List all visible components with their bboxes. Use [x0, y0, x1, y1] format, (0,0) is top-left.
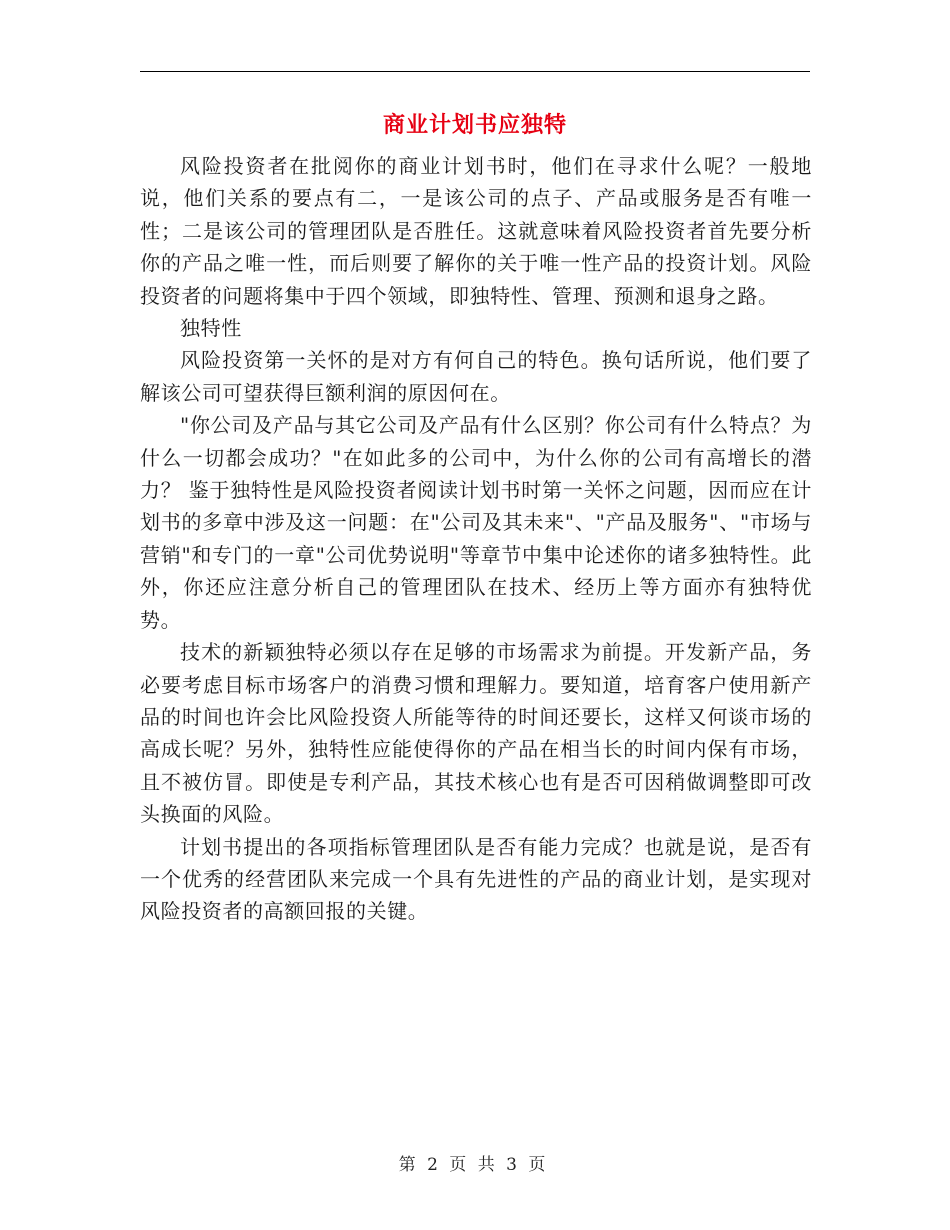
paragraph-technology: 技术的新颖独特必须以存在足够的市场需求为前提。开发新产品，务必要考虑目标市场客户的消费习惯和理解力。要知道，培育客户使用新产品的时间也许会比风险投资人所能等待的时间还要长，这样又何谈市场的高成长呢？另外，独特性应能使得你的产品在相当长的时间内保有市场，且不被仿冒。即使是专利产品，其技术核心也有是否可因稍做调整即可改头换面的风险。 [140, 640, 812, 827]
total-label: 页 [528, 1155, 546, 1175]
total-prefix: 共 [477, 1155, 495, 1175]
total-page-number: 3 [506, 1155, 517, 1175]
document-body [140, 150, 812, 928]
header-rule [140, 71, 810, 72]
page-footer [0, 1152, 950, 1178]
section-heading-uniqueness: 独特性 [180, 316, 242, 341]
paragraph-questions: "你公司及产品与其它公司及产品有什么区别？你公司有什么特点？为什么一切都会成功？"在如此多的公司中，为什么你的公司有高增长的潜力？ 鉴于独特性是风险投资者阅读计划书时第一关怀之问题，因而应在计划书的多章中涉及这一问题：在"公司及其未来"、"产品及服务"、"市场与营销"和专门的一章"公司优势说明"等章节中集中论述你的诸多独特性。此外，你还应注意分析自己的管理团队在技术、经历上等方面亦有独特优势。 [140, 413, 812, 632]
paragraph-intro: 风险投资者在批阅你的商业计划书时，他们在寻求什么呢？一般地说，他们关系的要点有二，一是该公司的点子、产品或服务是否有唯一性；二是该公司的管理团队是否胜任。这就意味着风险投资者首先要分析你的产品之唯一性，而后则要了解你的关于唯一性产品的投资计划。风险投资者的问题将集中于四个领域，即独特性、管理、预测和退身之路。 [140, 154, 812, 308]
current-page-number: 2 [427, 1155, 438, 1175]
document-title: 商业计划书应独特 [382, 113, 567, 138]
paragraph-uniqueness: 风险投资第一关怀的是对方有何自己的特色。换句话所说，他们要了解该公司可望获得巨额利润的原因何在。 [140, 348, 812, 405]
page-label: 页 [449, 1155, 467, 1175]
paragraph-team: 计划书提出的各项指标管理团队是否有能力完成？也就是说，是否有一个优秀的经营团队来完成一个具有先进性的产品的商业计划，是实现对风险投资者的高额回报的关键。 [140, 834, 812, 924]
page-prefix: 第 [398, 1155, 416, 1175]
